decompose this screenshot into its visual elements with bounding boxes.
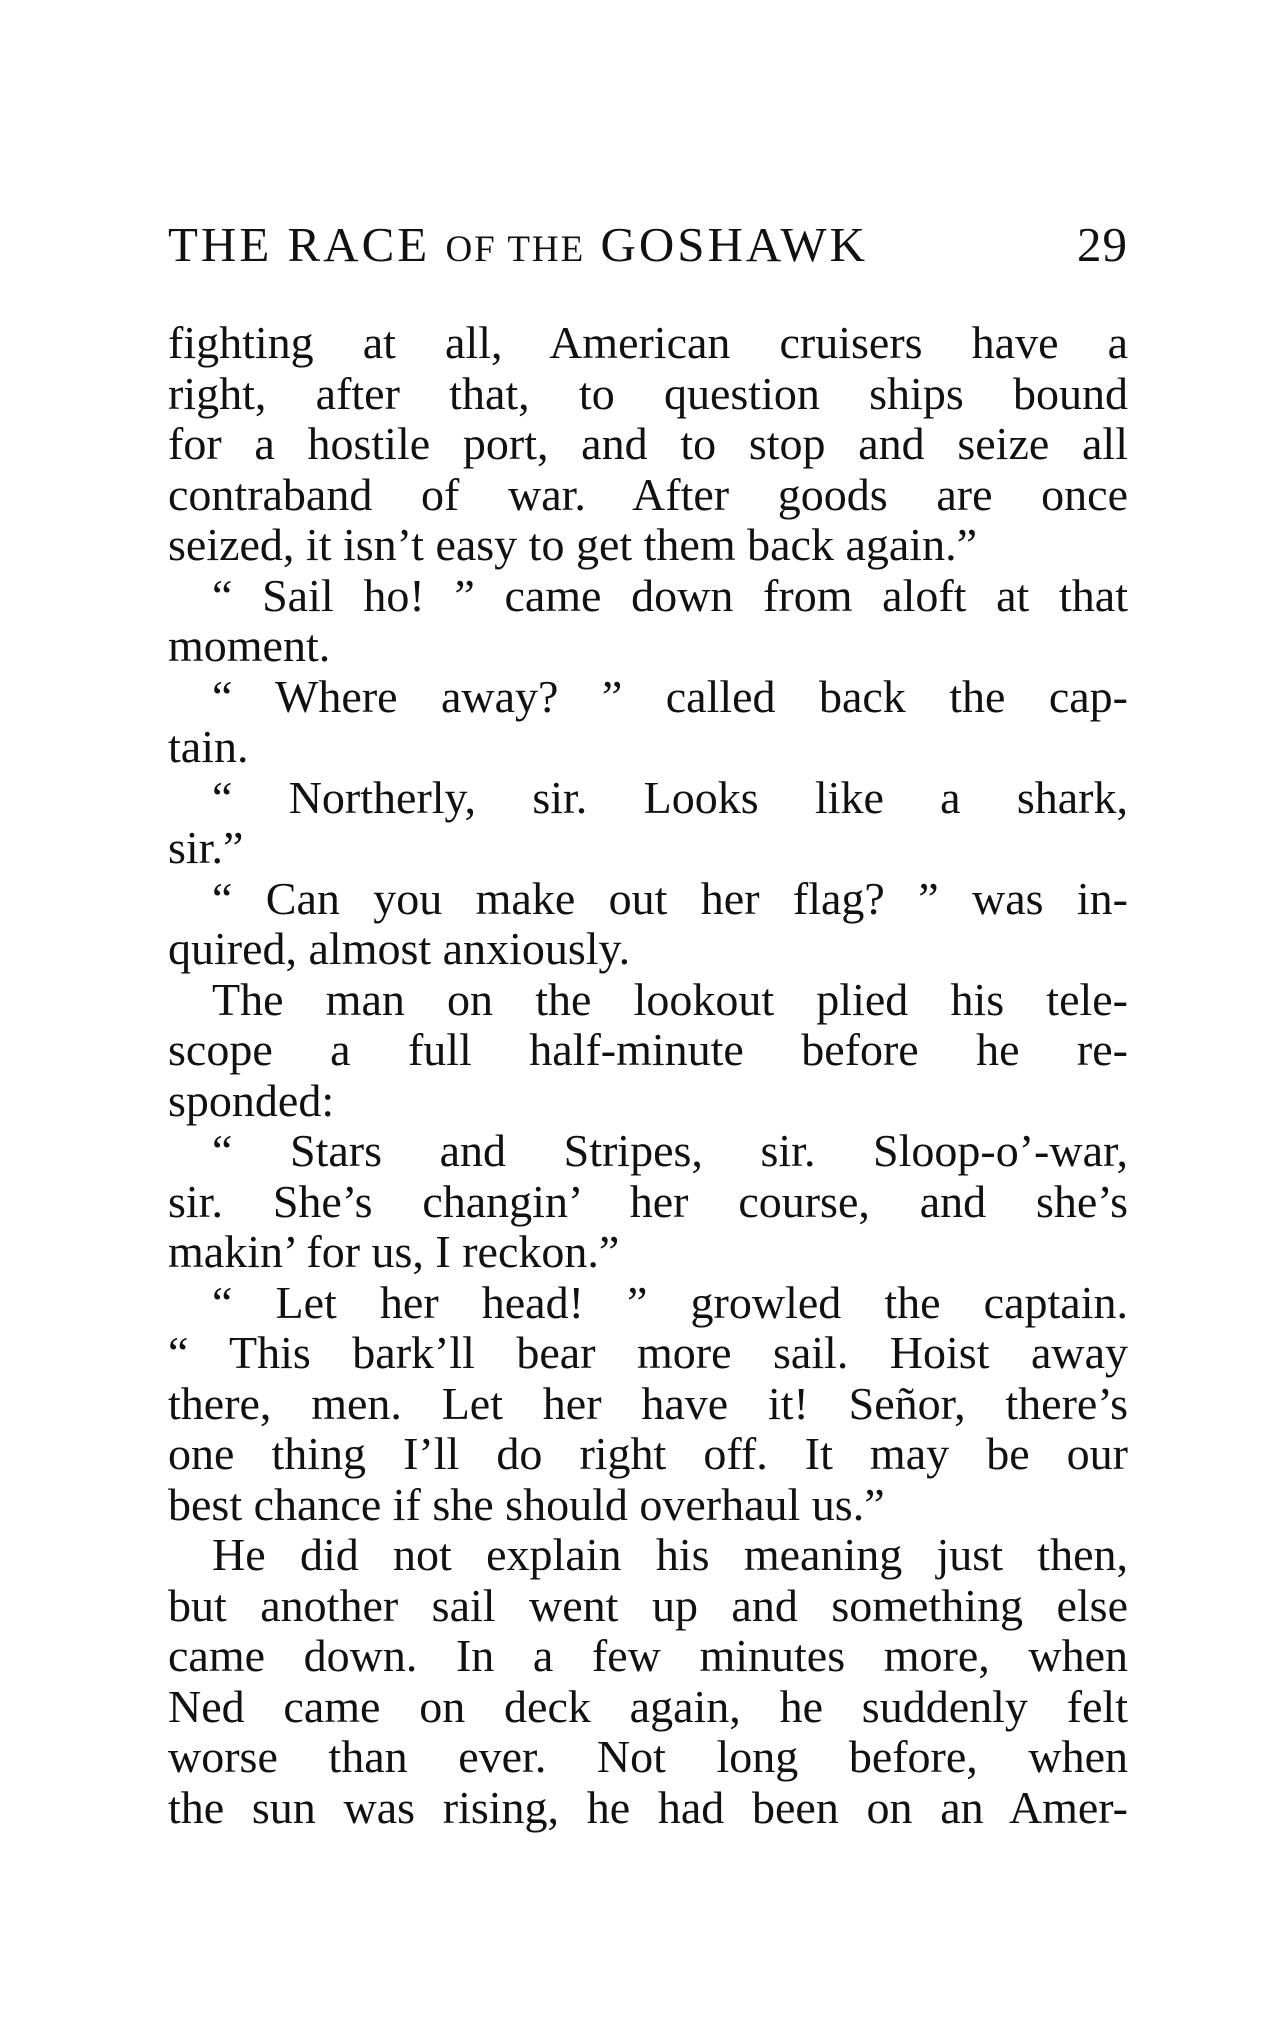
text-line: “ This bark’ll bear more sail. Hoist away (168, 1328, 1128, 1378)
running-head-title (168, 210, 868, 285)
text-line: contraband of war. After goods are once (168, 469, 1128, 520)
text-line: there, men. Let her have it! Señor, there’s (168, 1378, 1128, 1429)
text-line: worse than ever. Not long before, when (168, 1732, 1128, 1782)
text-line: sir. She’s changin’ her course, and she’s (168, 1176, 1128, 1227)
running-head-title-part1: THE RACE (168, 217, 431, 272)
running-head-title-part3: GOSHAWK (600, 217, 869, 272)
text-line: quired, almost anxiously. (168, 924, 631, 974)
text-line: “ Northerly, sir. Looks like a shark, (212, 772, 1128, 823)
text-line: makin’ for us, I reckon.” (168, 1227, 620, 1277)
text-line: “ Can you make out her flag? ” was in- (212, 873, 1128, 924)
text-line: He did not explain his meaning just then, (212, 1530, 1128, 1580)
text-line: the sun was rising, he had been on an Amer- (168, 1782, 1128, 1833)
text-line: Ned came on deck again, he suddenly felt (168, 1681, 1128, 1732)
text-line: came down. In a few minutes more, when (168, 1631, 1128, 1681)
text-line: sponded: (168, 1075, 335, 1126)
text-line: one thing I’ll do right off. It may be our (168, 1429, 1128, 1479)
running-head-title-part2: OF THE (445, 229, 586, 270)
text-line: “ Let her head! ” growled the captain. (212, 1277, 1128, 1328)
text-line: fighting at all, American cruisers have a (168, 318, 1128, 368)
running-head (168, 210, 1128, 280)
text-line: scope a full half-minute before he re- (168, 1025, 1128, 1075)
text-line: “ Sail ho! ” came down from aloft at that (212, 570, 1128, 621)
text-line: The man on the lookout plied his tele- (212, 974, 1128, 1025)
text-line: but another sail went up and something else (168, 1580, 1128, 1631)
text-line: “ Where away? ” called back the cap- (212, 671, 1128, 722)
body-text (168, 318, 1128, 1833)
text-line: best chance if she should overhaul us.” (168, 1479, 885, 1530)
text-line: tain. (168, 722, 249, 772)
text-line: moment. (168, 621, 331, 671)
text-line: for a hostile port, and to stop and seize all (168, 419, 1128, 469)
text-line: sir.” (168, 823, 244, 873)
text-line: right, after that, to question ships bound (168, 368, 1128, 419)
text-line: seized, it isn’t easy to get them back again.” (168, 520, 977, 570)
page-number: 29 (1077, 217, 1128, 272)
text-line: “ Stars and Stripes, sir. Sloop-o’-war, (212, 1126, 1128, 1176)
